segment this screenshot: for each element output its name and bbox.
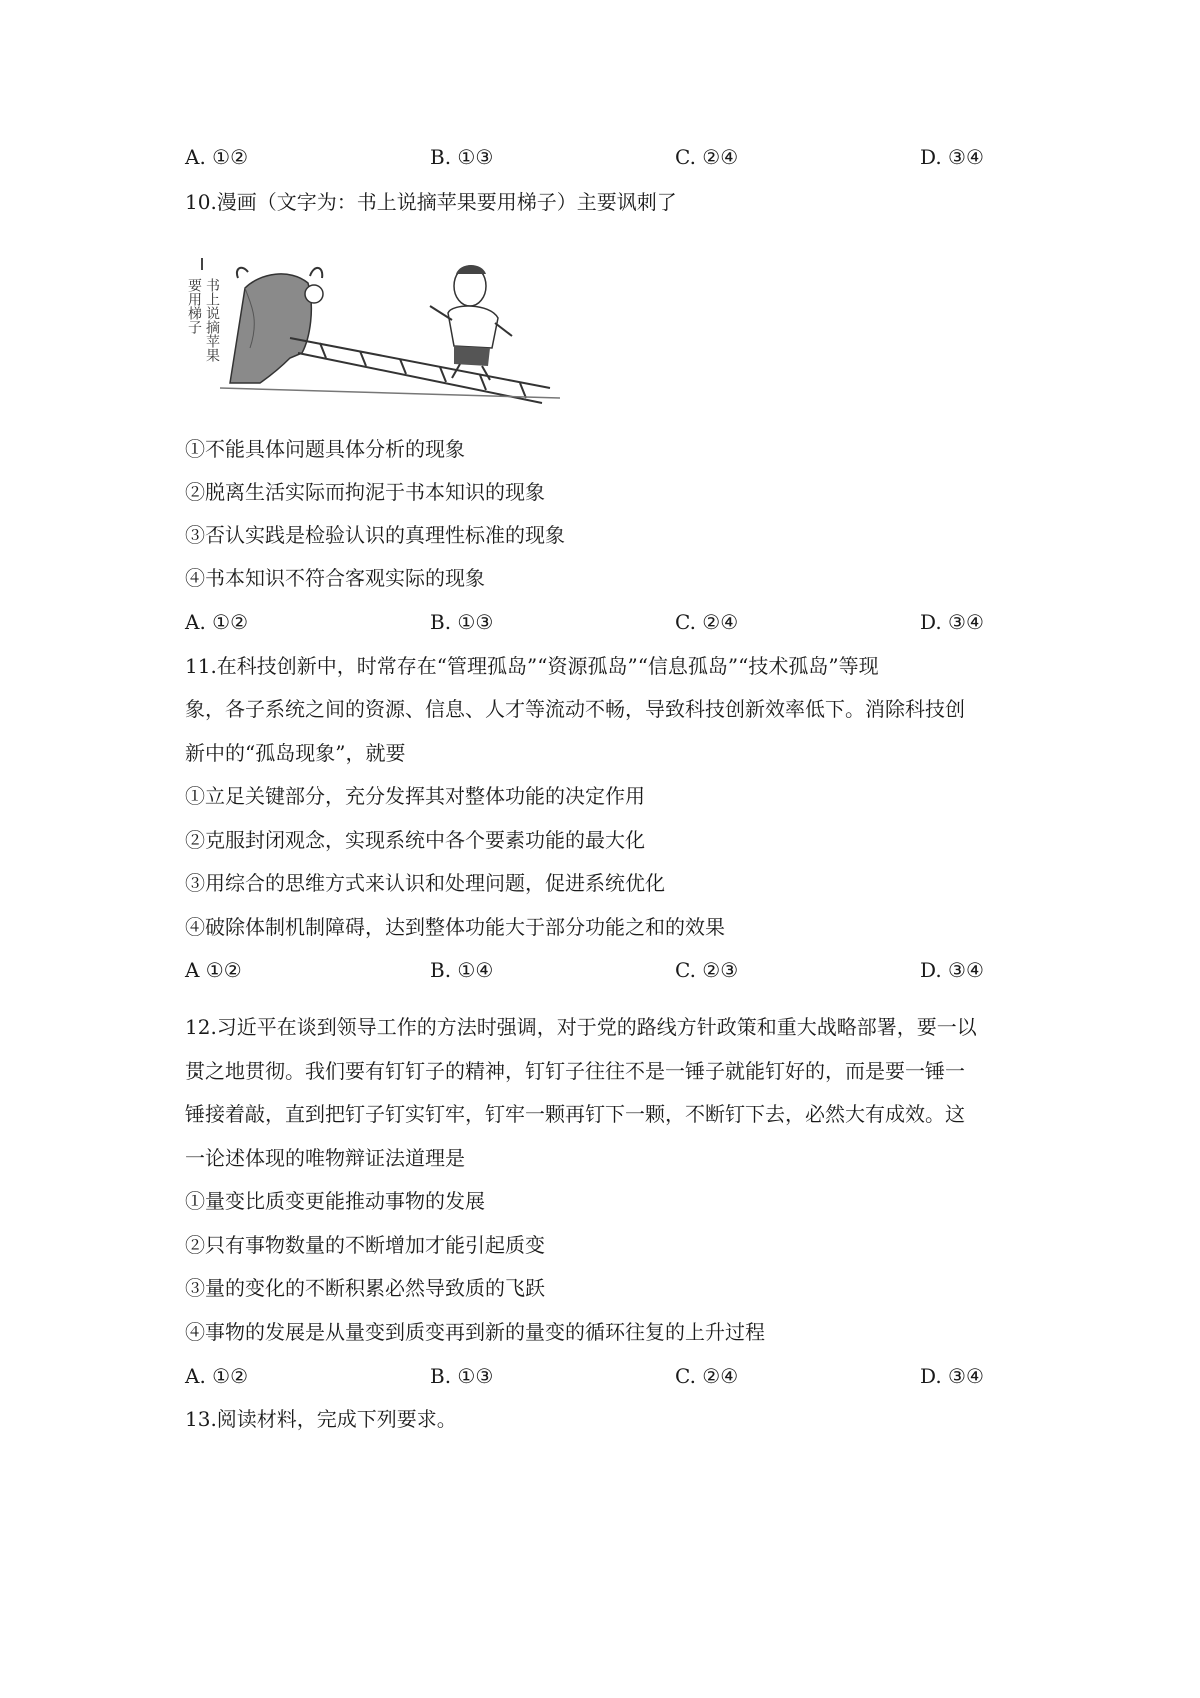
q12-stem-line-4: 一论述体现的唯物辩证法道理是	[185, 1146, 465, 1170]
q11-item-3: ③用综合的思维方式来认识和处理问题，促进系统优化	[185, 871, 665, 895]
q10-option-a: A. ①②	[185, 610, 249, 634]
ladder-cartoon-image	[186, 258, 600, 428]
q10-item-2: ②脱离生活实际而拘泥于书本知识的现象	[185, 480, 545, 504]
q9-option-d: D. ③④	[920, 145, 984, 169]
q11-option-d: D. ③④	[920, 958, 984, 982]
q12-stem-line-1: 12.习近平在谈到领导工作的方法时强调，对于党的路线方针政策和重大战略部署，要一以	[185, 1015, 977, 1039]
q12-option-c: C. ②④	[675, 1364, 739, 1388]
q12-item-2: ②只有事物数量的不断增加才能引起质变	[185, 1233, 545, 1257]
q11-stem-line-3: 新中的“孤岛现象”，就要	[185, 741, 406, 765]
cartoon-caption-col2: 要用梯子	[186, 278, 202, 334]
q12-item-4: ④事物的发展是从量变到质变再到新的量变的循环往复的上升过程	[185, 1320, 765, 1344]
q12-option-b: B. ①③	[430, 1364, 494, 1388]
q9-option-c: C. ②④	[675, 145, 739, 169]
q11-item-1: ①立足关键部分，充分发挥其对整体功能的决定作用	[185, 784, 645, 808]
q10-stem: 10.漫画（文字为：书上说摘苹果要用梯子）主要讽刺了	[185, 190, 677, 214]
q10-item-1: ①不能具体问题具体分析的现象	[185, 437, 465, 461]
q11-option-a: A ①②	[185, 958, 242, 982]
q11-options	[185, 958, 1045, 982]
q12-item-3: ③量的变化的不断积累必然导致质的飞跃	[185, 1276, 545, 1300]
q12-option-d: D. ③④	[920, 1364, 984, 1388]
cartoon-caption-col1: 书上说摘苹果	[204, 278, 220, 362]
q12-stem-line-2: 贯之地贯彻。我们要有钉钉子的精神，钉钉子往往不是一锤子就能钉好的，而是要一锤一	[185, 1059, 965, 1083]
q10-item-4: ④书本知识不符合客观实际的现象	[185, 566, 485, 590]
q11-item-2: ②克服封闭观念，实现系统中各个要素功能的最大化	[185, 828, 645, 852]
q13-stem: 13.阅读材料，完成下列要求。	[185, 1407, 457, 1431]
q11-item-4: ④破除体制机制障碍，达到整体功能大于部分功能之和的效果	[185, 915, 725, 939]
q9-options	[185, 145, 1045, 169]
q11-option-b: B. ①④	[430, 958, 494, 982]
q9-option-b: B. ①③	[430, 145, 494, 169]
q12-stem-line-3: 锤接着敲，直到把钉子钉实钉牢，钉牢一颗再钉下一颗，不断钉下去，必然大有成效。这	[185, 1102, 965, 1126]
q10-option-c: C. ②④	[675, 610, 739, 634]
q11-stem-line-1: 11.在科技创新中，时常存在“管理孤岛”“资源孤岛”“信息孤岛”“技术孤岛”等现	[185, 654, 879, 678]
q12-item-1: ①量变比质变更能推动事物的发展	[185, 1189, 485, 1213]
q11-option-c: C. ②③	[675, 958, 739, 982]
q10-options	[185, 610, 1045, 634]
q10-option-d: D. ③④	[920, 610, 984, 634]
q9-option-a: A. ①②	[185, 145, 249, 169]
q12-option-a: A. ①②	[185, 1364, 249, 1388]
q10-item-3: ③否认实践是检验认识的真理性标准的现象	[185, 523, 565, 547]
q10-option-b: B. ①③	[430, 610, 494, 634]
q12-options	[185, 1364, 1045, 1388]
q11-stem-line-2: 象，各子系统之间的资源、信息、人才等流动不畅，导致科技创新效率低下。消除科技创	[185, 697, 965, 721]
